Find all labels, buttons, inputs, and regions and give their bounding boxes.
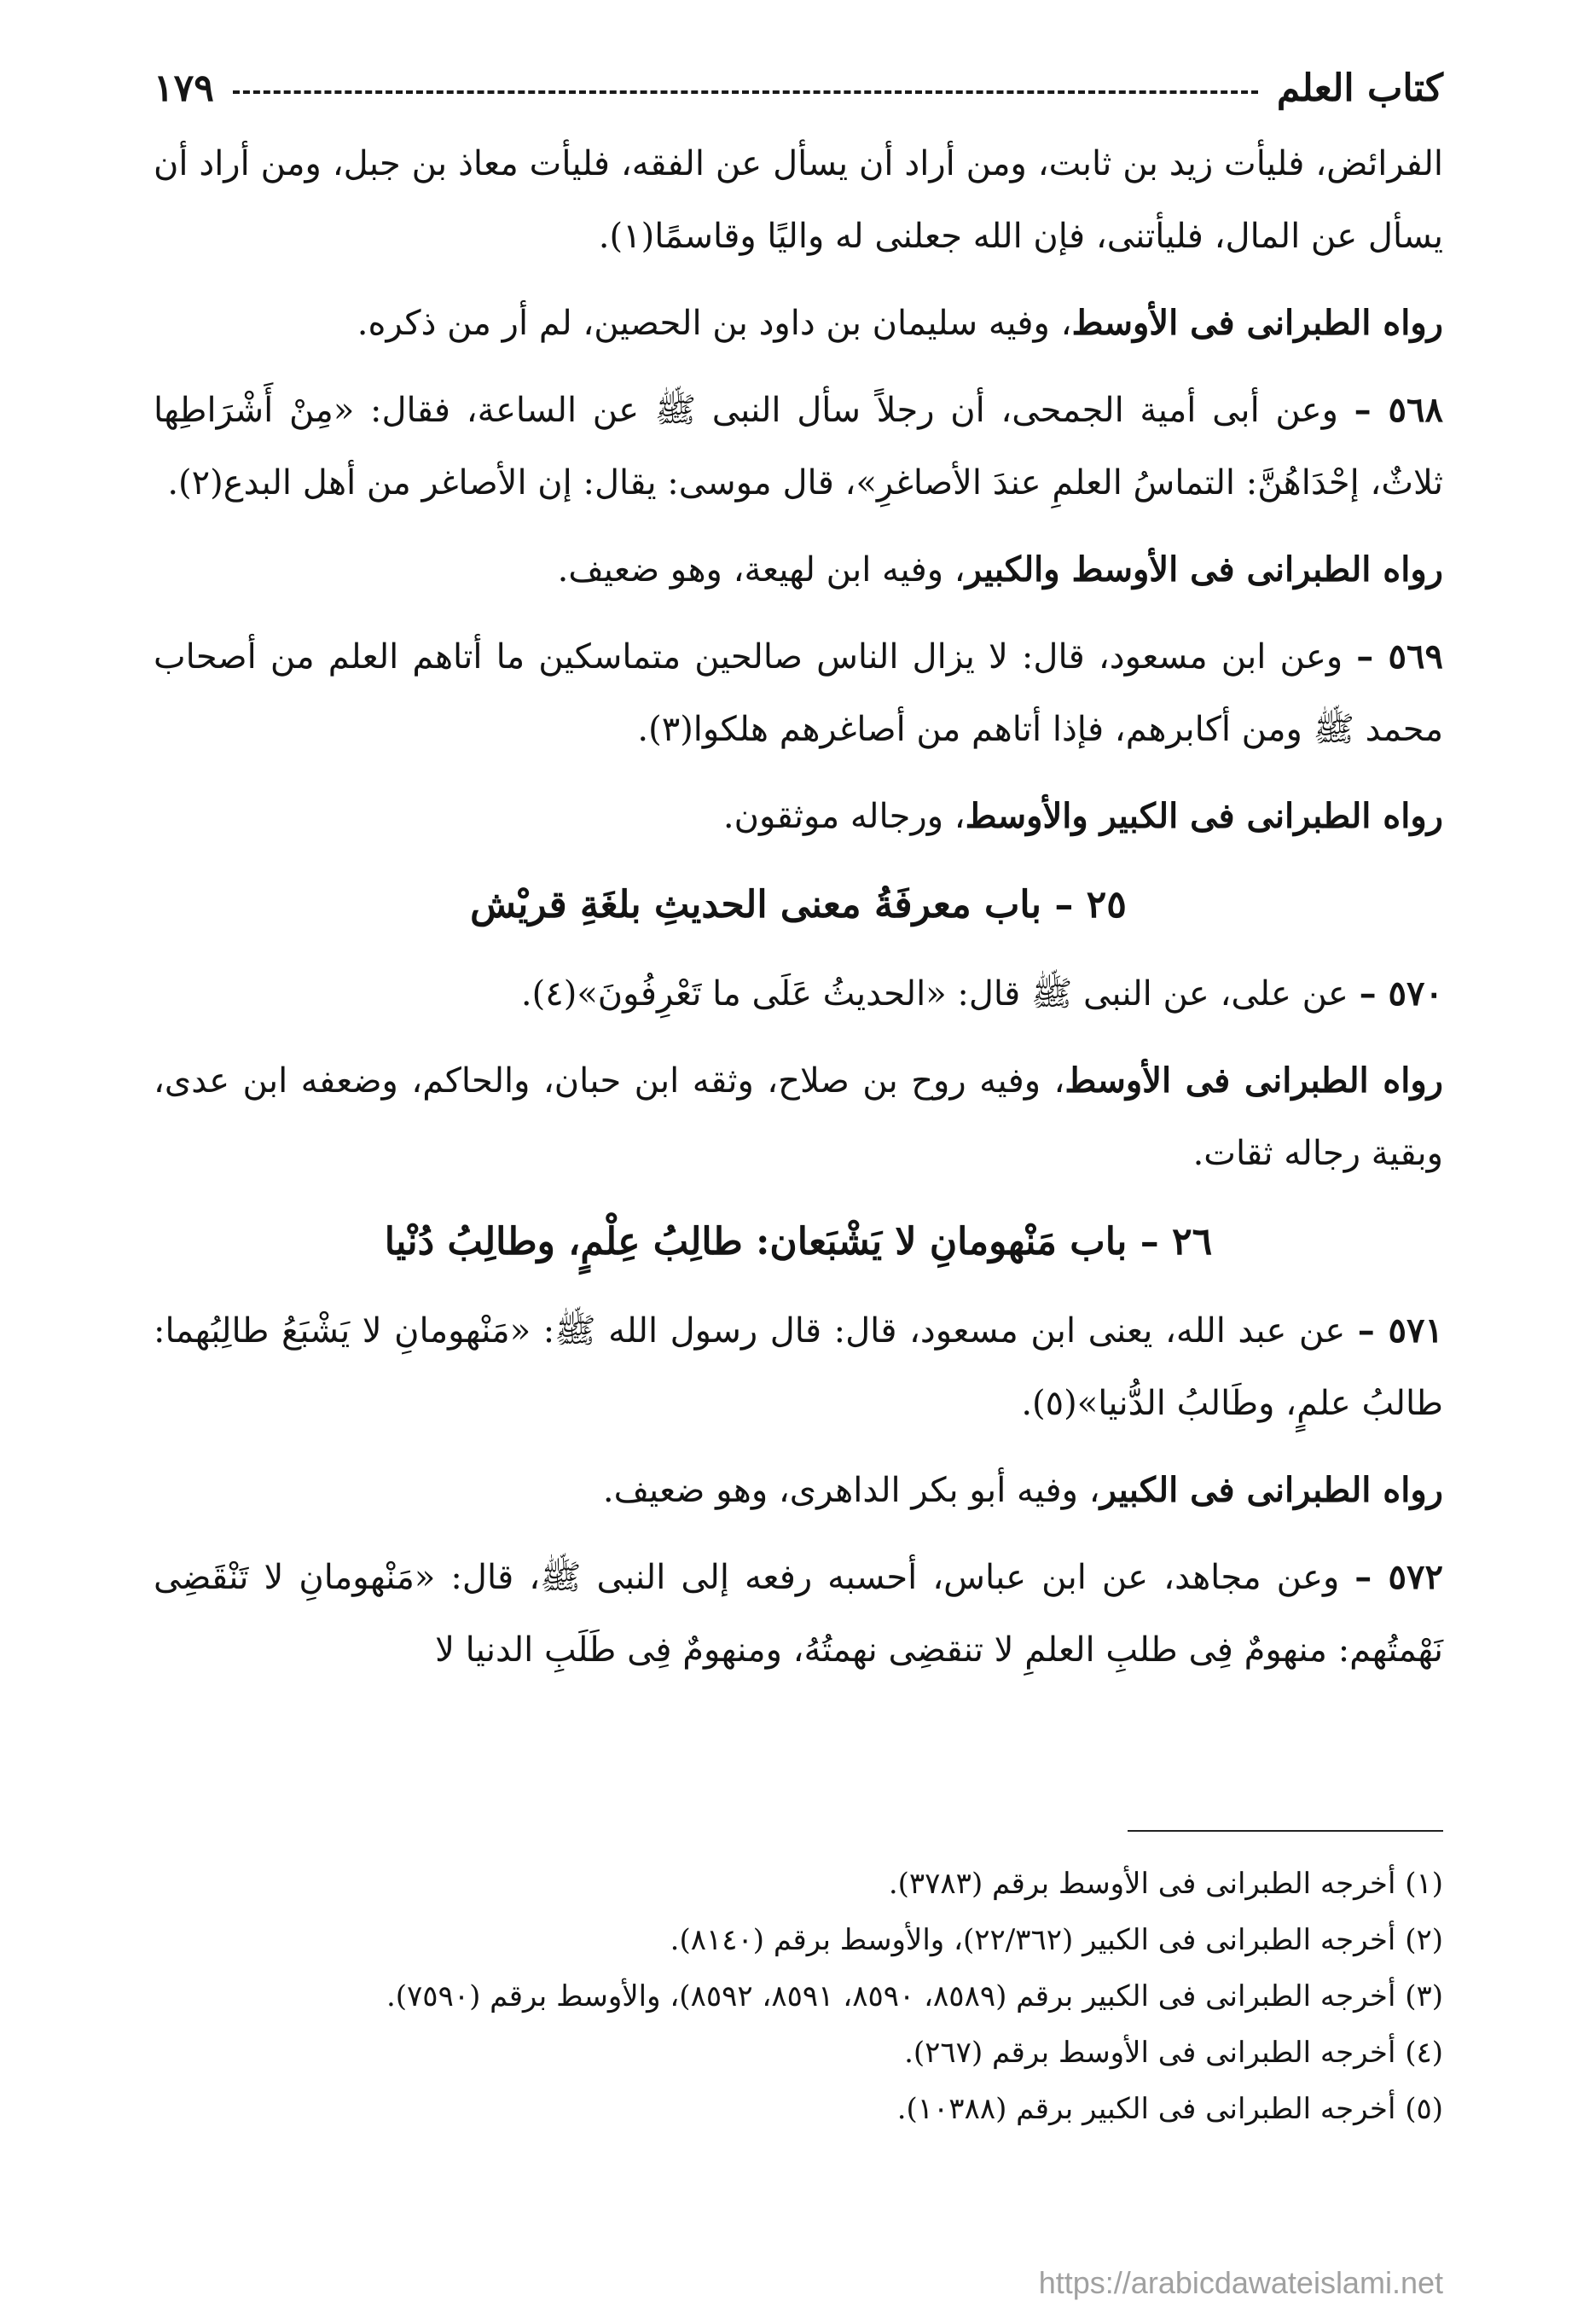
running-header xyxy=(154,58,1443,118)
hadith-text: وعن ابن مسعود، قال: لا يزال الناس صالحين متماسكين ما أتاهم العلم من أصحاب محمد ﷺ ومن أكابرهم، فإذا أتاهم من أصاغرهم هلكوا(٣). xyxy=(154,637,1443,749)
page-number: ١٧٩ xyxy=(154,66,214,110)
watermark-url: https://arabicdawateislami.net xyxy=(1038,2265,1443,2300)
footnotes xyxy=(154,1856,1443,2137)
header-dashed-rule xyxy=(233,90,1258,94)
source-ref: رواه الطبرانى فى الأوسط xyxy=(1064,1060,1443,1101)
chapter-title: كتاب العلم xyxy=(1276,66,1443,110)
source-note xyxy=(154,1454,1443,1527)
hadith-text: وعن مجاهد، عن ابن عباس، أحسبه رفعه إلى النبى ﷺ، قال: «مَنْهومانِ لا تَنْقَضِى نَهْمتُهم: منهومٌ فِى طلبِ العلمِ لا تنقضِى نهمتُهُ، ومنهومٌ فِى طَلَبِ الدنيا لا xyxy=(154,1558,1443,1670)
footnote-4: (٤) أخرجه الطبرانى فى الأوسط برقم (٢٦٧). xyxy=(904,2036,1443,2070)
source-ref: رواه الطبرانى فى الأوسط والكبير xyxy=(965,549,1443,590)
source-comment: ، وفيه سليمان بن داود بن الحصين، لم أر من ذكره. xyxy=(357,304,1072,343)
source-comment: ، ورجاله موثقون. xyxy=(722,797,966,836)
hadith-number: ٥٧١ – xyxy=(1357,1310,1443,1351)
chapter-heading-26: ٢٦ – باب مَنْهومانِ لا يَشْبَعان: طالِبُ عِلْمٍ، وطالِبُ دُنْيا xyxy=(384,1220,1213,1264)
hadith-569 xyxy=(154,620,1443,766)
source-note xyxy=(154,780,1443,853)
hadith-number: ٥٦٩ – xyxy=(1356,636,1443,677)
main-text xyxy=(154,128,1443,1700)
hadith-571 xyxy=(154,1294,1443,1440)
hadith-570 xyxy=(154,957,1443,1031)
hadith-number: ٥٧٢ – xyxy=(1354,1557,1443,1597)
hadith-number: ٥٦٨ – xyxy=(1354,390,1443,430)
source-comment: ، وفيه روح بن صلاح، وثقه ابن حبان، والحاكم، وضعفه ابن عدى، وبقية رجاله ثقات. xyxy=(154,1061,1443,1173)
hadith-text: عن على، عن النبى ﷺ قال: «الحديثُ عَلَى ما تَعْرِفُونَ»(٤). xyxy=(520,974,1360,1014)
footnote-3: (٣) أخرجه الطبرانى فى الكبير برقم (٨٥٨٩، ٨٥٩٠، ٨٥٩١، ٨٥٩٢)، والأوسط برقم (٧٥٩٠). xyxy=(386,1979,1443,2013)
footnote-5: (٥) أخرجه الطبرانى فى الكبير برقم (١٠٣٨٨). xyxy=(896,2092,1443,2126)
chapter-heading-25: ٢٥ – باب معرفَةُ معنى الحديثِ بلغَةِ قريْش xyxy=(470,883,1127,927)
source-note xyxy=(154,287,1443,360)
hadith-572 xyxy=(154,1541,1443,1687)
hadith-text: عن عبد الله، يعنى ابن مسعود، قال: قال رسول الله ﷺ: «مَنْهومانِ لا يَشْبَعُ طالِبُهما: طالبُ علمٍ، وطَالبُ الدُّنيا»(٥). xyxy=(154,1311,1443,1423)
footnote-2: (٢) أخرجه الطبرانى فى الكبير (٢٢/٣٦٢)، والأوسط برقم (٨١٤٠). xyxy=(670,1923,1443,1957)
hadith-text: وعن أبى أمية الجمحى، أن رجلاً سأل النبى ﷺ عن الساعة، فقال: «مِنْ أَشْرَاطِها ثلاثٌ، إحْدَاهُنَّ: التماسُ العلمِ عندَ الأصاغرِ»، قال موسى: يقال: إن الأصاغر من أهل البدع(٢). xyxy=(154,391,1443,503)
footnote-separator xyxy=(1128,1830,1443,1832)
footnote-1: (١) أخرجه الطبرانى فى الأوسط برقم (٣٧٨٣). xyxy=(888,1867,1443,1901)
source-ref: رواه الطبرانى فى الأوسط xyxy=(1071,303,1443,343)
source-comment: ، وفيه أبو بكر الداهرى، وهو ضعيف. xyxy=(602,1471,1100,1510)
hadith-568 xyxy=(154,374,1443,520)
source-ref: رواه الطبرانى فى الكبير والأوسط xyxy=(965,796,1443,836)
source-note xyxy=(154,1044,1443,1190)
source-ref: رواه الطبرانى فى الكبير xyxy=(1099,1470,1443,1510)
paragraph-continuation: الفرائض، فليأت زيد بن ثابت، ومن أراد أن يسأل عن الفقه، فليأت معاذ بن جبل، ومن أراد أن يسأل عن المال، فليأتنى، فإن الله جعلنى له واليًا وقاسمًا(١). xyxy=(154,144,1443,256)
source-comment: ، وفيه ابن لهيعة، وهو ضعيف. xyxy=(557,550,966,590)
hadith-number: ٥٧٠ – xyxy=(1359,973,1443,1014)
source-note xyxy=(154,533,1443,607)
